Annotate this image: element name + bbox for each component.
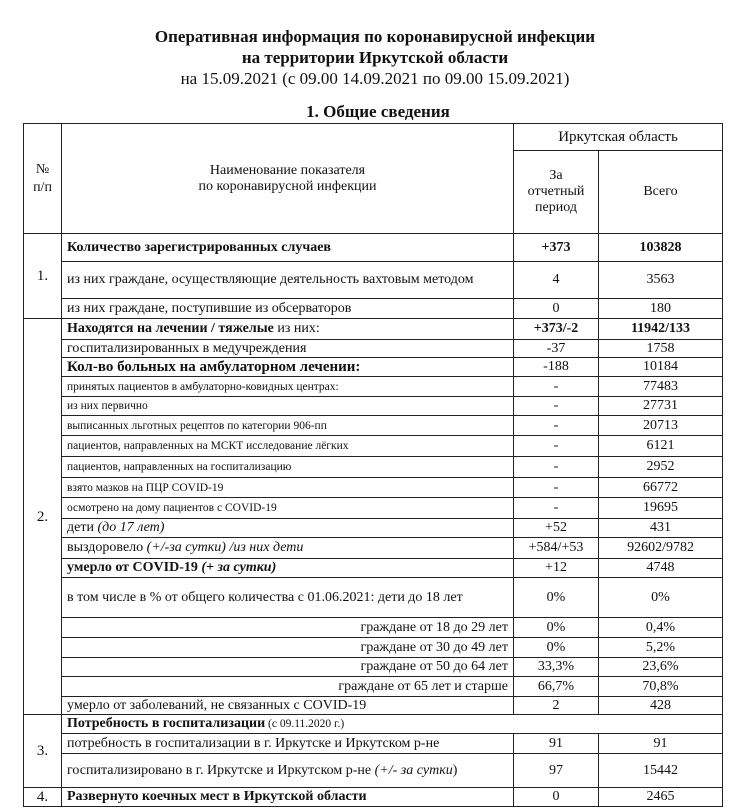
row-period-value: +12 [514, 559, 599, 578]
row-total-value: 2465 [599, 788, 723, 807]
row-label-rest: из них: [273, 321, 320, 336]
row-total-value: 0% [599, 578, 723, 618]
row-label [62, 715, 723, 734]
document-title-line-1: Оперативная информация по коронавирусной инфекции [154, 27, 596, 46]
row-label-italic: (+/-за сутки) /из них дети [146, 540, 304, 555]
row-label: граждане от 18 до 29 лет [62, 618, 514, 638]
row-label: граждане от 65 лет и старше [62, 677, 514, 697]
row-total-value: 428 [599, 697, 723, 715]
table-row [24, 697, 723, 715]
row-label-italic: (+/- за сутки [374, 762, 453, 778]
table-row [24, 658, 723, 677]
row-label: Развернуто коечных мест в Иркутской области [62, 788, 514, 807]
row-total-value: 103828 [599, 234, 723, 262]
row-period-value: - [514, 457, 599, 478]
row-period-value: -188 [514, 358, 599, 377]
row-period-value: 33,3% [514, 658, 599, 677]
row-label: в том числе в % от общего количества с 01.06.2021: дети до 18 лет [62, 578, 514, 618]
row-total-value: 77483 [599, 377, 723, 397]
row-label-italic: (до 17 лет) [97, 520, 165, 535]
table-row [24, 234, 723, 262]
report-date-range: на 15.09.2021 (с 09.00 14.09.2021 по 09.00 15.09.2021) [180, 69, 570, 88]
column-header-indicator-line-1: Наименование показателя [209, 162, 366, 178]
row-total-value: 6121 [599, 436, 723, 457]
row-label-text: дети [67, 520, 98, 535]
row-total-value: 15442 [599, 754, 723, 788]
row-label-italic: (+ за сутки) [201, 560, 277, 575]
table-row [24, 638, 723, 658]
row-total-value: 1758 [599, 340, 723, 358]
row-period-value: 66,7% [514, 677, 599, 697]
column-header-number [24, 124, 62, 234]
section-number: 4. [24, 788, 62, 807]
table-row [24, 262, 723, 299]
table-header-row [24, 124, 723, 151]
row-period-value: 97 [514, 754, 599, 788]
row-total-value: 180 [599, 299, 723, 319]
table-row [24, 319, 723, 340]
column-header-period-line-3: период [535, 200, 577, 215]
row-label: Кол-во больных на амбулаторном лечении: [62, 358, 514, 377]
row-label: потребность в госпитализации в г. Иркутске и Иркутском р-не [62, 734, 514, 754]
row-total-value: 23,6% [599, 658, 723, 677]
table-row [24, 578, 723, 618]
row-total-value: 431 [599, 519, 723, 538]
document-title-line-2: на территории Иркутской области [241, 48, 509, 67]
row-period-value: 91 [514, 734, 599, 754]
row-label-text: госпитализировано в г. Иркутске и Иркутском р-не [67, 762, 375, 778]
row-period-value: - [514, 478, 599, 498]
section-number: 1. [24, 234, 62, 319]
table-row [24, 457, 723, 478]
row-period-value: 2 [514, 697, 599, 715]
column-header-number-line-1: № [35, 161, 50, 177]
row-total-value: 91 [599, 734, 723, 754]
row-label: взято мазков на ПЦР COVID-19 [62, 478, 514, 498]
row-label: принятых пациентов в амбулаторно-ковидных центрах: [62, 377, 514, 397]
document-header [0, 26, 744, 89]
table-row [24, 677, 723, 697]
column-header-region: Иркутская область [514, 124, 723, 151]
row-period-value: - [514, 397, 599, 416]
row-label: госпитализированных в медучреждения [62, 340, 514, 358]
row-label-bold: Потребность в госпитализации [67, 716, 266, 731]
row-label: умерло от заболеваний, не связанных с COVID-19 [62, 697, 514, 715]
row-label: граждане от 50 до 64 лет [62, 658, 514, 677]
row-total-value: 2952 [599, 457, 723, 478]
table-row [24, 416, 723, 436]
column-header-total: Всего [599, 151, 723, 234]
row-label-small: (с 09.11.2020 г.) [265, 718, 345, 730]
row-period-value: +373 [514, 234, 599, 262]
row-total-value: 19695 [599, 498, 723, 519]
section-number: 2. [24, 319, 62, 715]
table-row [24, 754, 723, 788]
row-period-value: 0 [514, 299, 599, 319]
row-period-value: 0% [514, 578, 599, 618]
column-header-number-line-2: п/п [33, 179, 52, 195]
table-row [24, 734, 723, 754]
row-period-value: -37 [514, 340, 599, 358]
row-total-value: 66772 [599, 478, 723, 498]
row-label: выписанных льготных рецептов по категории 906-пп [62, 416, 514, 436]
row-total-value: 5,2% [599, 638, 723, 658]
row-total-value: 10184 [599, 358, 723, 377]
row-period-value: +373/-2 [514, 319, 599, 340]
row-period-value: - [514, 377, 599, 397]
table-row [24, 397, 723, 416]
row-label-bold: Находятся на лечении / тяжелые [67, 321, 274, 336]
row-total-value: 0,4% [599, 618, 723, 638]
table-row [24, 618, 723, 638]
column-header-indicator-line-2: по коронавирусной инфекции [198, 178, 377, 194]
row-total-value: 70,8% [599, 677, 723, 697]
section-title: 1. Общие сведения [306, 102, 450, 121]
row-total-value: 3563 [599, 262, 723, 299]
row-total-value: 4748 [599, 559, 723, 578]
row-label-text: выздоровело [67, 540, 147, 555]
table-row [24, 436, 723, 457]
table-row [24, 788, 723, 807]
row-label: из них граждане, осуществляющие деятельность вахтовым методом [62, 262, 514, 299]
table-row [24, 559, 723, 578]
row-label: пациентов, направленных на госпитализацию [62, 457, 514, 478]
row-total-value: 27731 [599, 397, 723, 416]
row-label-end: ) [452, 762, 458, 778]
row-label [62, 538, 514, 559]
table-row [24, 538, 723, 559]
row-label [62, 519, 514, 538]
row-period-value: 0% [514, 638, 599, 658]
table-row [24, 478, 723, 498]
row-total-value: 20713 [599, 416, 723, 436]
row-period-value: 4 [514, 262, 599, 299]
table-row [24, 519, 723, 538]
row-total-value: 11942/133 [599, 319, 723, 340]
table-row [24, 377, 723, 397]
row-period-value: - [514, 416, 599, 436]
table-row [24, 299, 723, 319]
column-header-period-line-2: отчетный [527, 184, 585, 199]
table-row [24, 358, 723, 377]
row-label: осмотрено на дому пациентов с COVID-19 [62, 498, 514, 519]
column-header-indicator [62, 124, 514, 234]
row-period-value: +52 [514, 519, 599, 538]
row-period-value: +584/+53 [514, 538, 599, 559]
row-period-value: - [514, 498, 599, 519]
row-period-value: 0% [514, 618, 599, 638]
row-label [62, 754, 514, 788]
covid-report-table [23, 123, 723, 807]
table-row [24, 715, 723, 734]
row-total-value: 92602/9782 [599, 538, 723, 559]
row-label: граждане от 30 до 49 лет [62, 638, 514, 658]
row-label: Количество зарегистрированных случаев [62, 234, 514, 262]
row-period-value: - [514, 436, 599, 457]
row-label-bold: умерло от COVID-19 [67, 560, 202, 575]
column-header-period [514, 151, 599, 234]
row-period-value: 0 [514, 788, 599, 807]
table-row [24, 340, 723, 358]
row-label: из них первично [62, 397, 514, 416]
table-row [24, 498, 723, 519]
section-number: 3. [24, 715, 62, 788]
column-header-period-line-1: За [549, 168, 563, 183]
row-label: пациентов, направленных на МСКТ исследование лёгких [62, 436, 514, 457]
row-label [62, 319, 514, 340]
row-label: из них граждане, поступившие из обсерваторов [62, 299, 514, 319]
row-label [62, 559, 514, 578]
